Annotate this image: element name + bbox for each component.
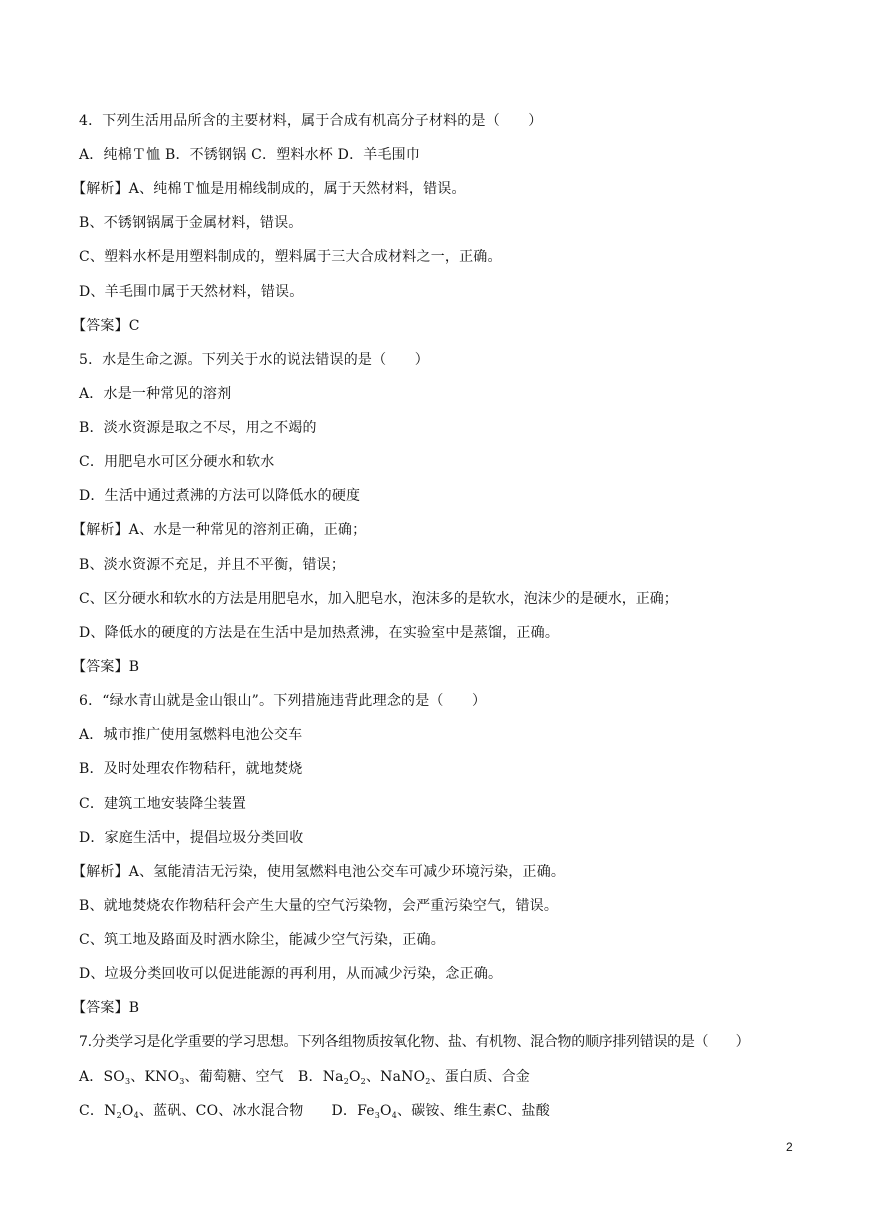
option-c: C．$N_2O_4$、蓝矾、CO、冰水混合物	[79, 1103, 304, 1120]
question-6-option-b: B．及时处理农作物秸秆，就地焚烧	[79, 761, 303, 777]
question-4-analysis-b: B、不锈钢锅属于金属材料，错误。	[79, 215, 303, 231]
question-4-options: A．纯棉Ｔ恤 B．不锈钢锅 C．塑料水杯 D．羊毛围巾	[79, 147, 421, 163]
question-6-option-d: D．家庭生活中，提倡垃圾分类回收	[79, 830, 304, 846]
option-a: A．$SO_3$、$KNO_3$、葡萄糖、空气	[79, 1069, 284, 1086]
question-6-option-c: C．建筑工地安装降尘装置	[79, 796, 247, 812]
question-6-analysis-b: B、就地焚烧农作物秸秆会产生大量的空气污染物，会严重污染空气，错误。	[79, 898, 559, 914]
option-d: D．$Fe_3O_4$、碳铵、维生素C、盐酸	[331, 1103, 550, 1120]
question-4-analysis-c: C、塑料水杯是用塑料制成的，塑料属于三大合成材料之一，正确。	[79, 249, 502, 265]
question-5-stem: 5．水是生命之源。下列关于水的说法错误的是（ ）	[79, 352, 429, 368]
question-5-analysis-b: B、淡水资源不充足，并且不平衡，错误；	[79, 557, 346, 573]
question-5-analysis-a: 【解析】A、水是一种常见的溶剂正确，正确；	[72, 522, 367, 538]
question-6-option-a: A．城市推广使用氢燃料电池公交车	[79, 727, 303, 743]
question-6-answer: 【答案】B	[72, 1000, 140, 1016]
question-5-option-c: C．用肥皂水可区分硬水和软水	[79, 454, 275, 470]
question-4-analysis-a: 【解析】A、纯棉Ｔ恤是用棉线制成的，属于天然材料，错误。	[72, 181, 466, 197]
question-5-analysis-d: D、降低水的硬度的方法是在生活中是加热煮沸，在实验室中是蒸馏，正确。	[79, 625, 560, 641]
question-5-option-b: B．淡水资源是取之不尽，用之不竭的	[79, 420, 317, 436]
option-b: B．$Na_2O_2$、NaNO$_2$、蛋白质、合金	[297, 1069, 530, 1086]
question-6-analysis-a: 【解析】A、氢能清洁无污染，使用氢燃料电池公交车可减少环境污染，正确。	[72, 864, 566, 880]
question-4-stem: 4．下列生活用品所含的主要材料，属于合成有机高分子材料的是（ ）	[79, 113, 543, 129]
question-7-stem: 7.分类学习是化学重要的学习思想。下列各组物质按氧化物、盐、有机物、混合物的顺序排列错误的是（ ）	[79, 1034, 750, 1050]
page-number: 2	[786, 1140, 793, 1154]
question-4-answer: 【答案】C	[72, 318, 140, 334]
question-6-analysis-c: C、筑工地及路面及时洒水除尘，能减少空气污染，正确。	[79, 932, 445, 948]
question-5-analysis-c: C、区分硬水和软水的方法是用肥皂水，加入肥皂水，泡沫多的是软水，泡沫少的是硬水，正确；	[79, 591, 678, 607]
question-6-analysis-d: D、垃圾分类回收可以促进能源的再利用，从而减少污染，念正确。	[79, 966, 503, 982]
question-6-stem: 6．“绿水青山就是金山银山”。下列措施违背此理念的是（ ）	[79, 693, 487, 709]
question-5-option-d: D．生活中通过煮沸的方法可以降低水的硬度	[79, 488, 361, 504]
question-5-answer: 【答案】B	[72, 659, 140, 675]
question-7-options-cd	[79, 1101, 550, 1121]
question-5-option-a: A．水是一种常见的溶剂	[79, 386, 232, 402]
question-4-analysis-d: D、羊毛围巾属于天然材料，错误。	[79, 284, 304, 300]
question-7-options-ab	[79, 1067, 530, 1087]
